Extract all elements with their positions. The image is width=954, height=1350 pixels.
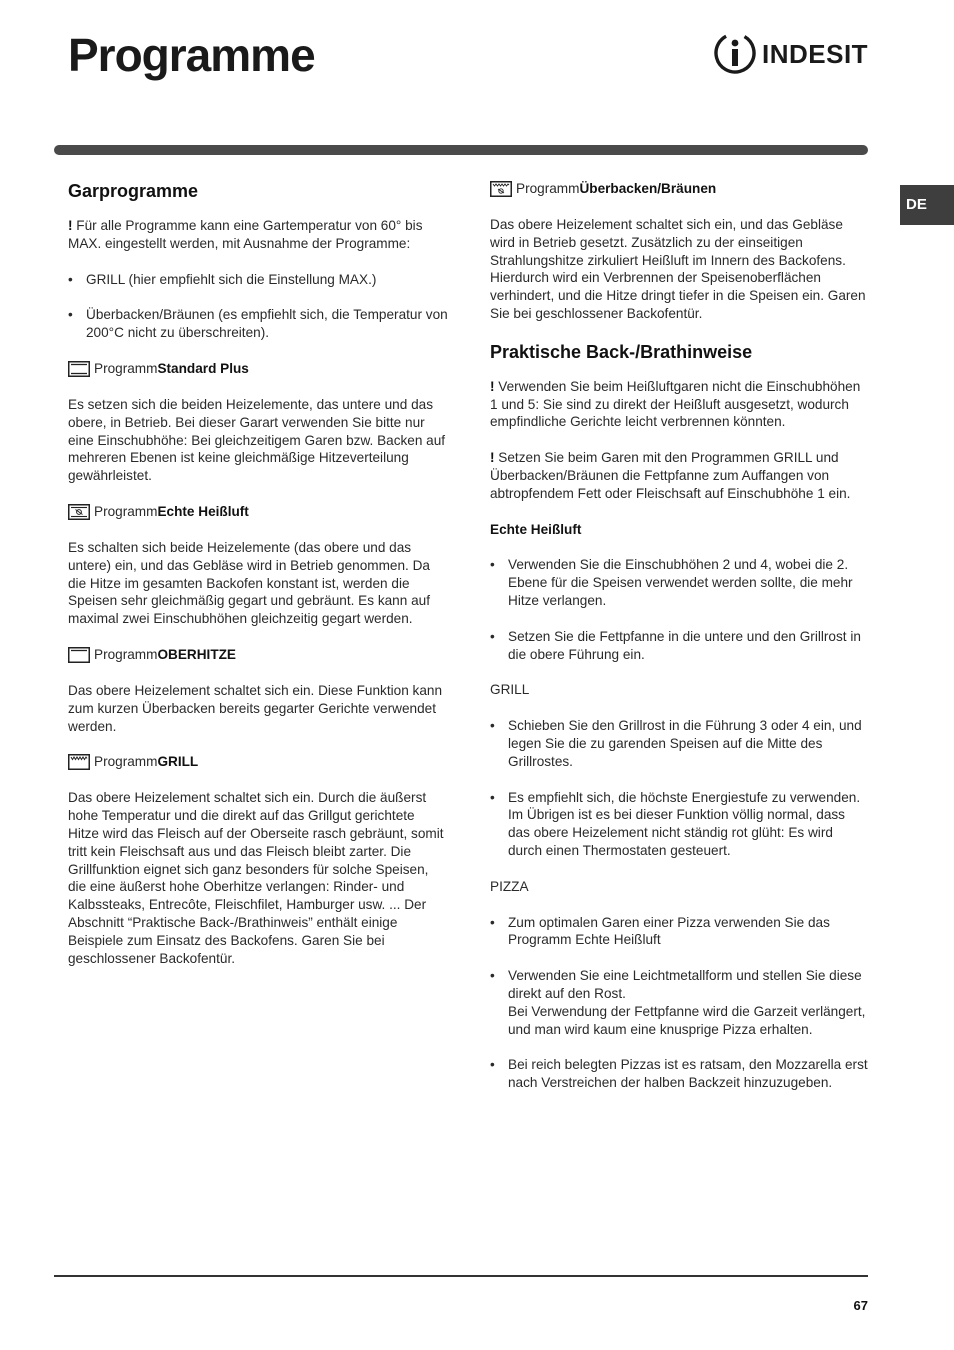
program-name: Standard Plus bbox=[157, 361, 249, 377]
list-item: • Es empfiehlt sich, die höchste Energiestufe zu verwenden. Im Übrigen ist es bei dieser Funktion völlig normal, dass das obere Heizelement nicht ständig rot glüht: Es wird durch einen Thermostaten gesteuert. bbox=[490, 789, 870, 860]
ueberbacken-icon bbox=[490, 181, 512, 197]
program-echte-heissluft: Programm Echte Heißluft bbox=[68, 503, 448, 521]
right-column bbox=[490, 180, 870, 1110]
list-item: • GRILL (hier empfiehlt sich die Einstellung MAX.) bbox=[68, 271, 448, 289]
tip-note: ! Verwenden Sie beim Heißluftgaren nicht die Einschubhöhen 1 und 5: Sie sind zu direkt der Heißluft ausgesetzt, wodurch empfindliche Gerichte leicht verbrennen könnten. bbox=[490, 378, 861, 430]
program-description: Das obere Heizelement schaltet sich ein. Diese Funktion kann zum kurzen Überbacken bereits gegarter Gerichte verwendet werden. bbox=[68, 682, 443, 734]
footer-rule bbox=[54, 1275, 868, 1277]
warning-mark: ! bbox=[490, 378, 495, 394]
program-standard-plus: Programm Standard Plus bbox=[68, 360, 448, 378]
subheading-grill: GRILL bbox=[490, 682, 530, 698]
subheading-echte-heissluft: Echte Heißluft bbox=[490, 521, 582, 537]
grill-icon bbox=[68, 754, 90, 770]
program-description: Das obere Heizelement schaltet sich ein. Durch die äußerst hohe Temperatur und die direkt auf das Grillgut gerichtete Hitze wird das Fleisch auf der Oberseite rasch gebräunt, somit tritt kein Fleischsaft aus und das Fleisch bleibt zarter. Die Grillfunktion eignet sich ganz besonders für solche Speisen, die eine äußerst hohe Oberhitze verlangen: Rinder- und Kalbssteaks, Entrecôte, Fleischfilet, Hamburger usw. ... Der Abschnitt “Praktische Back-/Brathinweis” enthält einige Beispiele zum Einsatz des Backofens. Garen Sie bei geschlossener Backofentür. bbox=[68, 790, 444, 966]
list-item: • Überbacken/Bräunen (es empfiehlt sich, die Temperatur von 200°C nicht zu überschreiten). bbox=[68, 306, 448, 342]
grill-list bbox=[490, 717, 870, 860]
oberhitze-icon bbox=[68, 647, 90, 663]
program-description: Das obere Heizelement schaltet sich ein, und das Gebläse wird in Betrieb gesetzt. Zusätzlich zu der einseitigen Strahlungshitze zirkuliert Heißluft im Innern des Backofens. Hierdurch wird ein Verbrennen der Speisenoberflächen verhindert, und die Hitze dringt tiefer in die Speisen ein. Garen Sie bei geschlossener Backofentür. bbox=[490, 217, 866, 321]
page-number: 67 bbox=[853, 1298, 868, 1313]
list-item: • Schieben Sie den Grillrost in die Führung 3 oder 4 ein, und legen Sie die zu garenden Speisen auf die Mitte des Grillrostes. bbox=[490, 717, 870, 770]
list-item: • Zum optimalen Garen einer Pizza verwenden Sie das Programm Echte Heißluft bbox=[490, 914, 870, 950]
language-tab: DE bbox=[900, 185, 954, 225]
left-column bbox=[68, 180, 448, 985]
list-item: • Verwenden Sie die Einschubhöhen 2 und 4, wobei die 2. Ebene für die Speisen verwendet werden sollte, die mehr Hitze verlangen. bbox=[490, 556, 870, 609]
brand-wordmark: INDESIT bbox=[762, 39, 869, 69]
subheading-pizza: PIZZA bbox=[490, 878, 529, 894]
header-rule bbox=[54, 145, 868, 155]
pizza-list bbox=[490, 914, 870, 1092]
section-heading-garprogramme: Garprogramme bbox=[68, 181, 199, 201]
program-name: GRILL bbox=[157, 754, 199, 770]
program-name: Echte Heißluft bbox=[157, 504, 249, 520]
program-oberhitze: Programm OBERHITZE bbox=[68, 646, 448, 664]
list-item: • Bei reich belegten Pizzas ist es ratsam, den Mozzarella erst nach Verstreichen der halben Backzeit hinzuzugeben. bbox=[490, 1056, 870, 1092]
warning-mark: ! bbox=[490, 450, 495, 466]
program-ueberbacken: Programm Überbacken/Bräunen bbox=[490, 180, 870, 198]
standard-plus-icon bbox=[68, 361, 90, 377]
tip-note: ! Setzen Sie beim Garen mit den Programmen GRILL und Überbacken/Bräunen die Fettpfanne zum Auffangen von abtropfendem Fett oder Fleischsaft auf Einschubhöhe 1 ein. bbox=[490, 450, 851, 501]
program-grill: Programm GRILL bbox=[68, 753, 448, 771]
heissluft-list bbox=[490, 556, 870, 663]
program-description: Es setzen sich die beiden Heizelemente, das untere und das obere, in Betrieb. Bei dieser Garart verwenden Sie bitte nur eine Einschubhöhe: Bei gleichzeitigem Garen bzw. Backen auf mehreren Ebenen ist keine gleichmäßige Hitzeverteilung gewährleistet. bbox=[68, 396, 446, 484]
intro-note: ! Für alle Programme kann eine Gartemperatur von 60° bis MAX. eingestellt werden, mit Ausnahme der Programme: bbox=[68, 218, 423, 251]
echte-heissluft-icon bbox=[68, 504, 90, 520]
program-description: Es schalten sich beide Heizelemente (das obere und das untere) ein, und das Gebläse wird in Betrieb genommen. Da die Hitze im gesamten Backofen konstant ist, werden die Speisen sehr gleichmäßig gegart und gebräunt. Es kann auf maximal zwei Einschubhöhen gleichzeitig gegart werden. bbox=[68, 539, 430, 627]
program-name: OBERHITZE bbox=[157, 647, 236, 663]
warning-mark: ! bbox=[68, 218, 73, 233]
program-name: Überbacken/Bräunen bbox=[579, 181, 717, 197]
list-item: • Setzen Sie die Fettpfanne in die untere und den Grillrost in die obere Führung ein. bbox=[490, 628, 870, 664]
list-item: • Verwenden Sie eine Leichtmetallform und stellen Sie diese direkt auf den Rost. Bei Verwendung der Fettpfanne wird die Garzeit verlängert, und man wird kaum eine knusprige Pizza erhalten. bbox=[490, 967, 870, 1038]
indesit-logo bbox=[714, 30, 870, 76]
page-title: Programme bbox=[68, 29, 315, 81]
exceptions-list bbox=[68, 271, 448, 342]
section-heading-hinweise: Praktische Back-/Brathinweise bbox=[490, 341, 753, 362]
